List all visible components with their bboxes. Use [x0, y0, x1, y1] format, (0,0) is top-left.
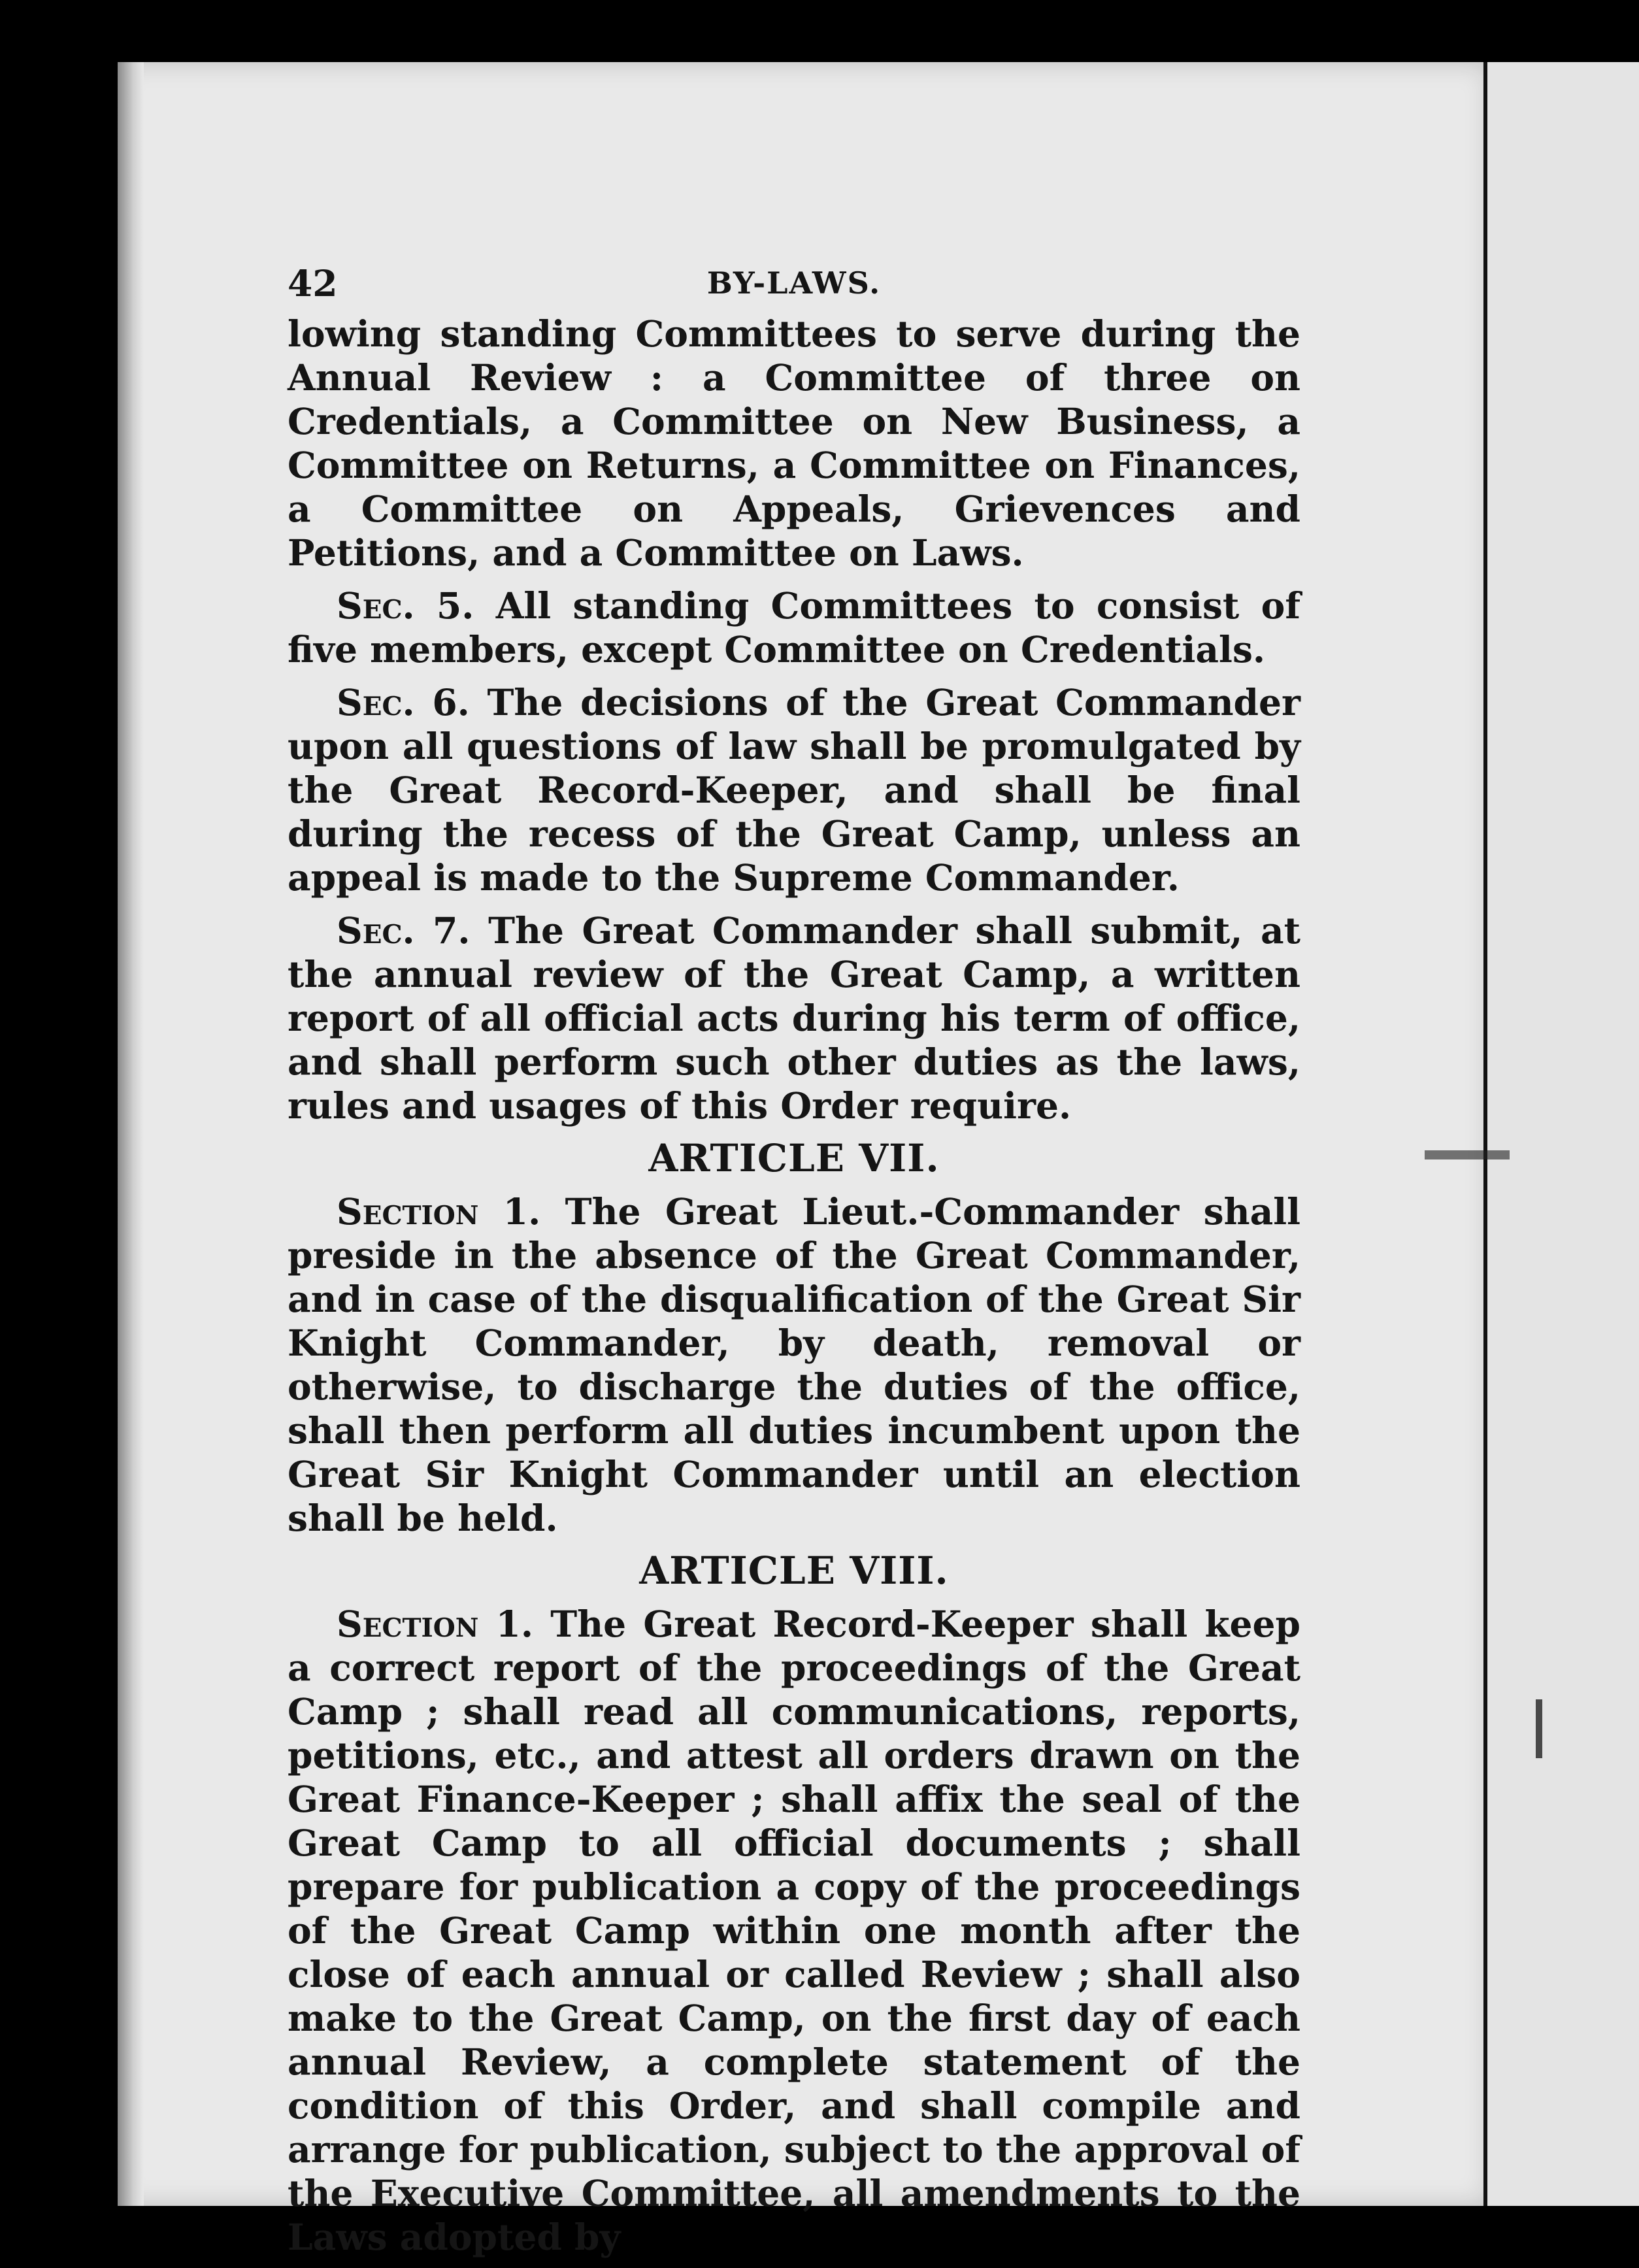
scan-mark	[1536, 1699, 1542, 1758]
scan-mark	[1425, 1150, 1510, 1159]
paragraph-continued: lowing standing Committees to serve during the Annual Review : a Committee of three on Credentials, a Committee on New Business, a Committee on Returns, a Committee on Finances, a Committee on Appeals, Grievences and Petitions, and a Committee on Laws.	[288, 312, 1300, 574]
running-head: BY-LAWS.	[706, 265, 882, 301]
article-8-section-1	[288, 1602, 1300, 2259]
article-8-section-1-label: Section 1.	[337, 1603, 533, 1645]
page-number: 42	[288, 262, 338, 305]
page-text	[288, 261, 1300, 2268]
section-7-label: Sec. 7.	[337, 909, 471, 952]
section-7	[288, 909, 1300, 1127]
article-7-section-1-text: The Great Lieut.-Commander shall preside in the absence of the Great Commander, and in case of the disqualification of the Great Sir Knight Commander, by death, removal or otherwise, to discharge the duties of the office, shall then perform all duties incumbent upon the Great Sir Knight Commander until an election shall be held.	[288, 1190, 1301, 1539]
article-8-section-1-text: The Great Record-Keeper shall keep a correct report of the proceedings of the Great Camp ; shall read all communications, reports, petitions, etc., and attest all orders drawn on the Great Finance-Keeper ; shall affix the seal of the Great Camp to all official documents ; shall prepare for publication a copy of the proceedings of the Great Camp within one month after the close of each annual or called Review ; shall also make to the Great Camp, on the first day of each annual Review, a complete statement of the condition of this Order, and shall compile and arrange for publication, subject to the approval of the Executive Committee, all amendments to the Laws adopted by	[288, 1603, 1300, 2258]
article-7-section-1-label: Section 1.	[337, 1190, 541, 1233]
section-7-text: The Great Commander shall submit, at the annual review of the Great Camp, a written report of all official acts during his term of office, and shall perform such other duties as the laws, rules and usages of this Order require.	[288, 909, 1300, 1127]
page-header	[288, 261, 1300, 305]
article-8-heading: ARTICLE VIII.	[639, 1548, 949, 1593]
section-6-label: Sec. 6.	[337, 681, 470, 724]
section-6-text: The decisions of the Great Commander upon all questions of law shall be promulgated by the Great Record-Keeper, and shall be final during the recess of the Great Camp, unless an appeal is made to the Supreme Commander.	[288, 681, 1300, 899]
section-5	[288, 584, 1300, 671]
section-5-text: All standing Committees to consist of five members, except Committee on Credentials.	[288, 584, 1300, 671]
article-7-section-1	[288, 1190, 1300, 1540]
article-7-heading: ARTICLE VII.	[648, 1136, 940, 1180]
section-5-label: Sec. 5.	[337, 584, 474, 627]
adjacent-page-edge	[1483, 62, 1639, 2206]
page-binding-edge	[118, 62, 144, 2206]
section-6	[288, 680, 1300, 899]
